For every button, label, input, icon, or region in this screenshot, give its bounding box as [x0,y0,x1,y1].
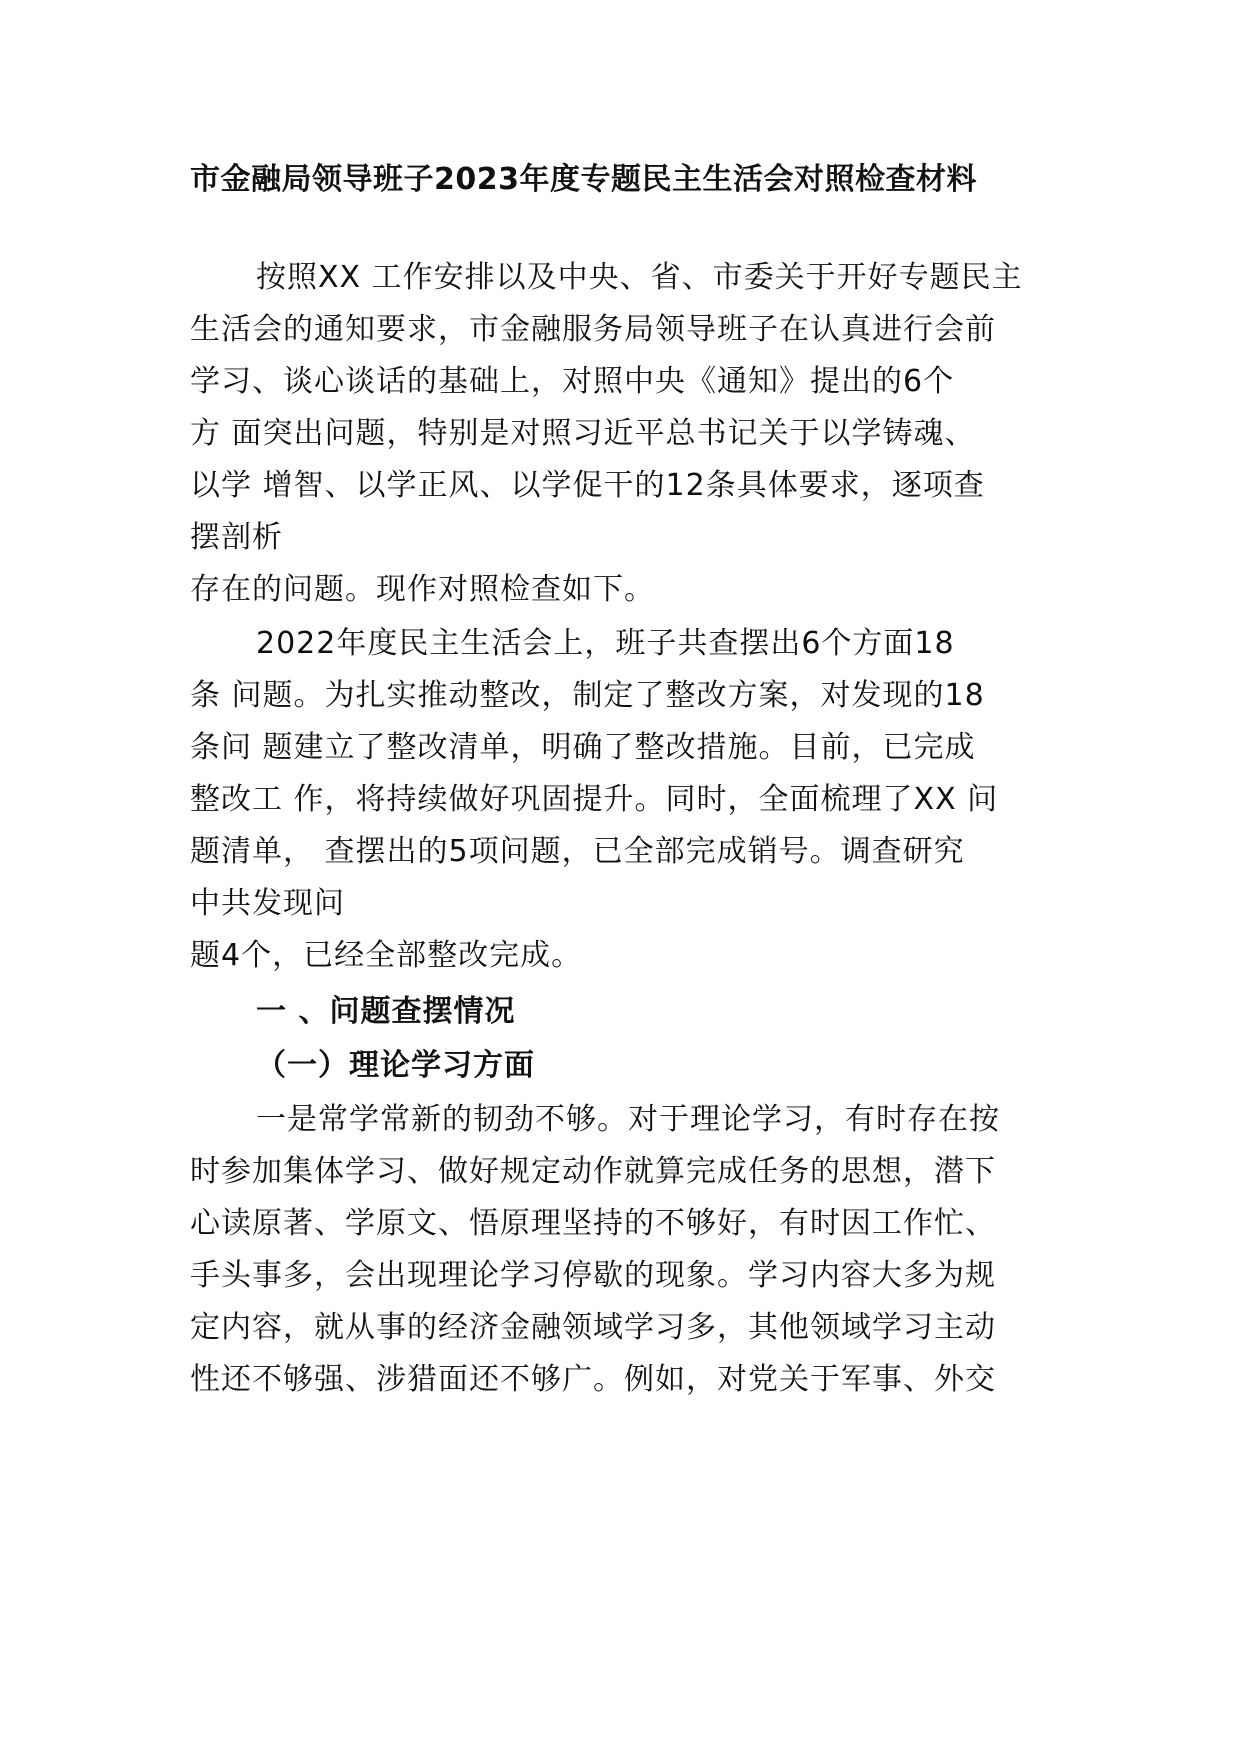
paragraph-2-line-4: 整改工 作，将持续做好巩固提升。同时，全面梳理了XX 问 [190,782,999,817]
paragraph-1-line-1: 按照XX 工作安排以及中央、省、市委关于开好专题民主 [256,260,1023,295]
paragraph-3-line-1: 一是常学常新的韧劲不够。对于理论学习，有时存在按 [256,1102,1000,1137]
paragraph-1-line-5: 以学 增智、以学正风、以学促干的12条具体要求，逐项查 [190,468,985,503]
paragraph-2-line-2: 条 问题。为扎实推动整改，制定了整改方案，对发现的18 [190,678,985,713]
paragraph-2-line-3: 条问 题建立了整改清单，明确了整改措施。目前，已完成 [190,730,976,765]
paragraph-2-line-5: 题清单， 查摆出的5项问题，已全部完成销号。调查研究 [190,834,965,869]
paragraph-1-line-7: 存在的问题。现作对照检查如下。 [190,572,655,607]
paragraph-3-line-3: 心读原著、学原文、悟原理坚持的不够好，有时因工作忙、 [190,1206,996,1241]
paragraph-1-line-2: 生活会的通知要求，市金融服务局领导班子在认真进行会前 [190,312,996,347]
document-title: 市金融局领导班子2023年度专题民主生活会对照检查材料 [190,162,977,197]
subsection-heading: （一）理论学习方面 [256,1048,535,1083]
paragraph-2-line-7: 题4个，已经全部整改完成。 [190,938,583,973]
paragraph-1-line-3: 学习、谈心谈话的基础上，对照中央《通知》提出的6个 [190,364,955,399]
paragraph-2-line-6: 中共发现问 [190,886,345,921]
paragraph-3-line-4: 手头事多，会出现理论学习停歇的现象。学习内容大多为规 [190,1258,996,1293]
section-heading: 一 、问题查摆情况 [256,994,516,1029]
paragraph-2-line-1: 2022年度民主生活会上，班子共查摆出6个方面18 [256,626,955,661]
paragraph-3-line-2: 时参加集体学习、做好规定动作就算完成任务的思想，潜下 [190,1154,996,1189]
paragraph-3-line-6: 性还不够强、涉猎面还不够广。例如，对党关于军事、外交 [190,1362,996,1397]
paragraph-1-line-4: 方 面突出问题，特别是对照习近平总书记关于以学铸魂、 [190,416,976,451]
paragraph-3-line-5: 定内容，就从事的经济金融领域学习多，其他领域学习主动 [190,1310,996,1345]
paragraph-1-line-6: 摆剖析 [190,520,283,555]
